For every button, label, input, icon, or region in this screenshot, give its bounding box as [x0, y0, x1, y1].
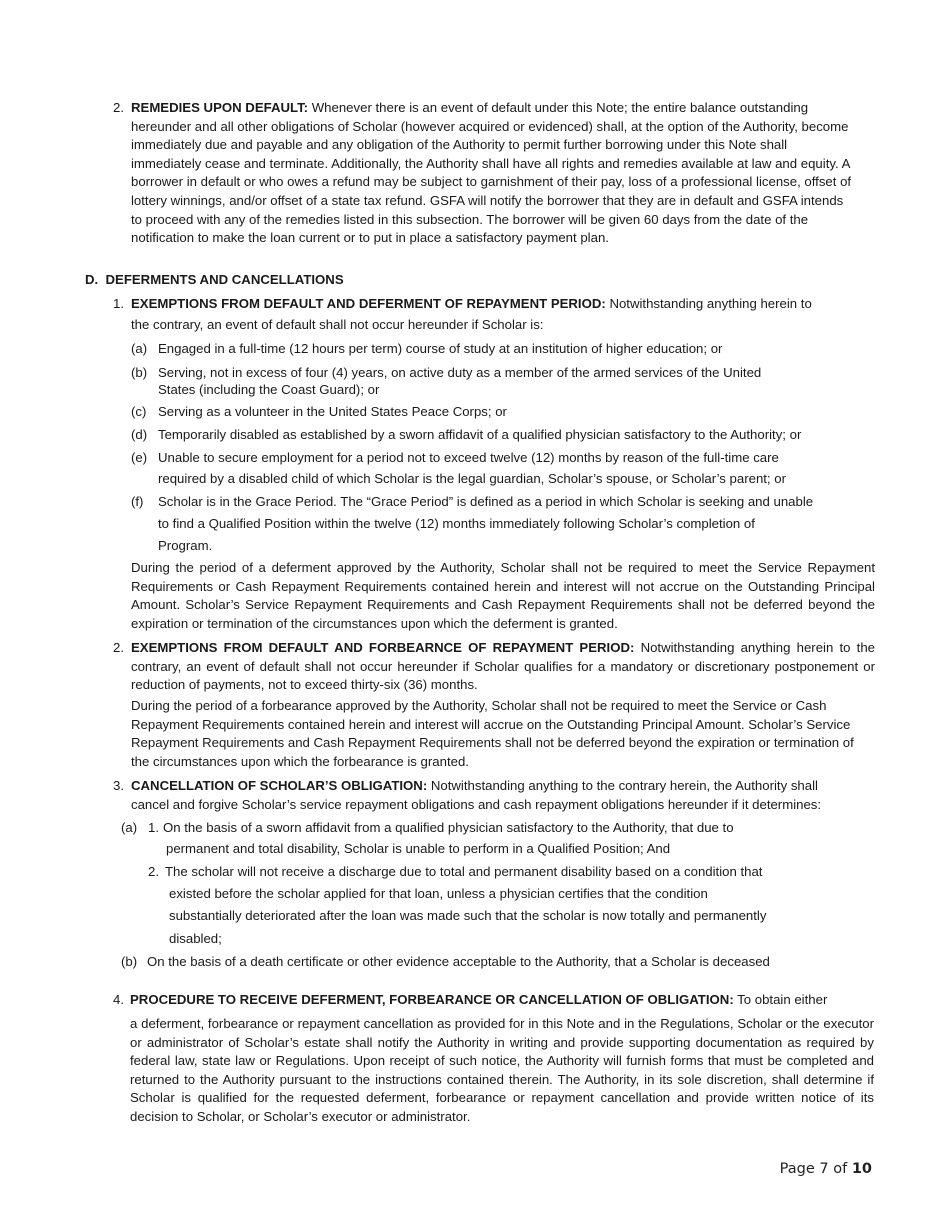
list-item: Unable to secure employment for a period not to exceed twelve (12) months by reason of the full-time care [158, 450, 779, 465]
list-number: 2. [148, 864, 159, 879]
list-label: (b) [131, 365, 148, 380]
remedies-paragraph [131, 99, 855, 248]
section-d-title [85, 271, 344, 290]
list-item: Temporarily disabled as established by a sworn affidavit of a qualified physician satisfactory to the Authority; or [158, 427, 802, 442]
paragraph-text: the contrary, an event of default shall not occur hereunder if Scholar is: [131, 317, 544, 332]
list-item-cont: required by a disabled child of which Scholar is the legal guardian, Scholar’s spouse, or Scholar’s parent; or [158, 471, 786, 486]
deferment-heading-line [131, 295, 812, 314]
forbearance-closing-paragraph: During the period of a forbearance approved by the Authority, Scholar shall not be required to meet the Service or Cash Repayment Requirements contained herein and interest will accrue on the Outstanding Principal Amount. Scholar’s Service Repayment Requirements and Cash Repayment Requirements shall not be deferred beyond the expiration or termination of the circumstances upon which the forbearance is granted. [131, 698, 854, 769]
section-heading: PROCEDURE TO RECEIVE DEFERMENT, FORBEARANCE OR CANCELLATION OF OBLIGATION: [130, 992, 734, 1007]
section-heading: EXEMPTIONS FROM DEFAULT AND DEFERMENT OF REPAYMENT PERIOD: [131, 296, 606, 311]
list-item: Serving as a volunteer in the United States Peace Corps; or [158, 404, 507, 419]
section-number: 1. [113, 296, 124, 311]
list-label: (a) [131, 341, 148, 356]
page-total: 10 [851, 1161, 872, 1177]
list-item-cont: States (including the Coast Guard); or [158, 382, 380, 397]
section-label: D. [85, 272, 99, 287]
list-item-cont: existed before the scholar applied for that loan, unless a physician certifies that the condition [169, 886, 708, 901]
list-label: (d) [131, 427, 148, 442]
list-label: (a) [121, 820, 138, 835]
cancellation-heading-line [131, 777, 818, 796]
list-item: Scholar is in the Grace Period. The “Grace Period” is defined as a period in which Scholar is seeking and unable [158, 494, 814, 509]
deferment-closing-paragraph: During the period of a deferment approved by the Authority, Scholar shall not be required to meet the Service Repayment Requirements or Cash Repayment Requirements contained herein and interest will not accrue on the Outstanding Principal Amount. Scholar’s Service Repayment Requirements and Cash Repayment Requirements shall not be deferred beyond the expiration or termination of the circumstances upon which the deferment is granted. [131, 560, 875, 631]
procedure-paragraph: a deferment, forbearance or repayment cancellation as provided for in this Note and in the Regulations, Scholar or the executor or administrator of Scholar’s estate shall notify the Authority in writing and provide supporting documentation as required by federal law, state law or Regulations. Upon receipt of such notice, the Authority will furnish forms that must be completed and returned to the Authority pursuant to the instructions contained therein. The Authority, in its sole discretion, shall determine if Scholar is qualified for the requested deferment, forbearance or repayment cancellation and provide written notice of its decision to Scholar, or Scholar’s executor or administrator. [130, 1016, 874, 1124]
section-number: 4. [113, 992, 124, 1007]
section-title: DEFERMENTS AND CANCELLATIONS [105, 272, 344, 287]
section-heading: REMEDIES UPON DEFAULT: [131, 100, 309, 115]
section-heading: CANCELLATION OF SCHOLAR’S OBLIGATION: [131, 778, 428, 793]
list-item: The scholar will not receive a discharge due to total and permanent disability based on a condition that [165, 864, 763, 879]
list-number: 1. [148, 820, 159, 835]
section-number: 2. [113, 100, 124, 115]
list-label: (e) [131, 450, 148, 465]
section-number: 3. [113, 778, 124, 793]
list-item-cont: to find a Qualified Position within the twelve (12) months immediately following Scholar’s completion of [158, 516, 755, 531]
list-item-cont: substantially deteriorated after the loan was made such that the scholar is now totally and permanently [169, 908, 767, 923]
list-item: Engaged in a full-time (12 hours per term) course of study at an institution of higher education; or [158, 341, 723, 356]
paragraph-text: cancel and forgive Scholar’s service repayment obligations and cash repayment obligations hereunder if it determines: [131, 797, 822, 812]
paragraph-text: Notwithstanding anything herein to the contrary, an event of default shall not occur hereunder if Scholar qualifies for a mandatory or discretionary postponement or reduction of payments, not to exceed thirty-six (36) months. [131, 640, 875, 693]
paragraph-text: Notwithstanding anything to the contrary herein, the Authority shall [430, 778, 818, 793]
list-item-cont: permanent and total disability, Scholar is unable to perform in a Qualified Position; And [166, 841, 671, 856]
procedure-heading-line [130, 991, 827, 1010]
forbearance-paragraph [131, 639, 875, 695]
page-number [780, 1160, 872, 1179]
list-label: (b) [121, 954, 138, 969]
paragraph-text: Notwithstanding anything herein to [609, 296, 812, 311]
section-heading: EXEMPTIONS FROM DEFAULT AND FORBEARNCE OF REPAYMENT PERIOD: [131, 640, 635, 655]
list-item: Serving, not in excess of four (4) years, on active duty as a member of the armed services of the United [158, 365, 762, 380]
list-item-cont: disabled; [169, 931, 222, 946]
paragraph-text: To obtain either [737, 992, 828, 1007]
list-item: On the basis of a death certificate or other evidence acceptable to the Authority, that a Scholar is deceased [147, 954, 770, 969]
page-number-prefix: Page 7 of [779, 1161, 848, 1177]
paragraph-text: Whenever there is an event of default under this Note; the entire balance outstanding hereunder and all other obligations of Scholar (however acquired or evidenced) shall, at the option of the Authority, become immediately due and payable and any obligation of the Authority to permit further borrowing under this Note shall immediately cease and terminate. Additionally, the Authority shall have all rights and remedies available at law and equity. A borrower in default or who owes a refund may be subject to garnishment of their pay, loss of a professional license, offset of lottery winnings, and/or offset of a state tax refund. GSFA will notify the borrower that they are in default and GSFA intends to proceed with any of the remedies listed in this subsection. The borrower will be given 60 days from the date of the notification to make the loan current or to put in place a satisfactory payment plan. [131, 100, 852, 246]
list-label: (c) [131, 404, 147, 419]
list-item-cont: Program. [158, 538, 213, 553]
section-number: 2. [113, 640, 124, 655]
list-label: (f) [131, 494, 144, 509]
list-item: On the basis of a sworn affidavit from a qualified physician satisfactory to the Authority, that due to [163, 820, 734, 835]
